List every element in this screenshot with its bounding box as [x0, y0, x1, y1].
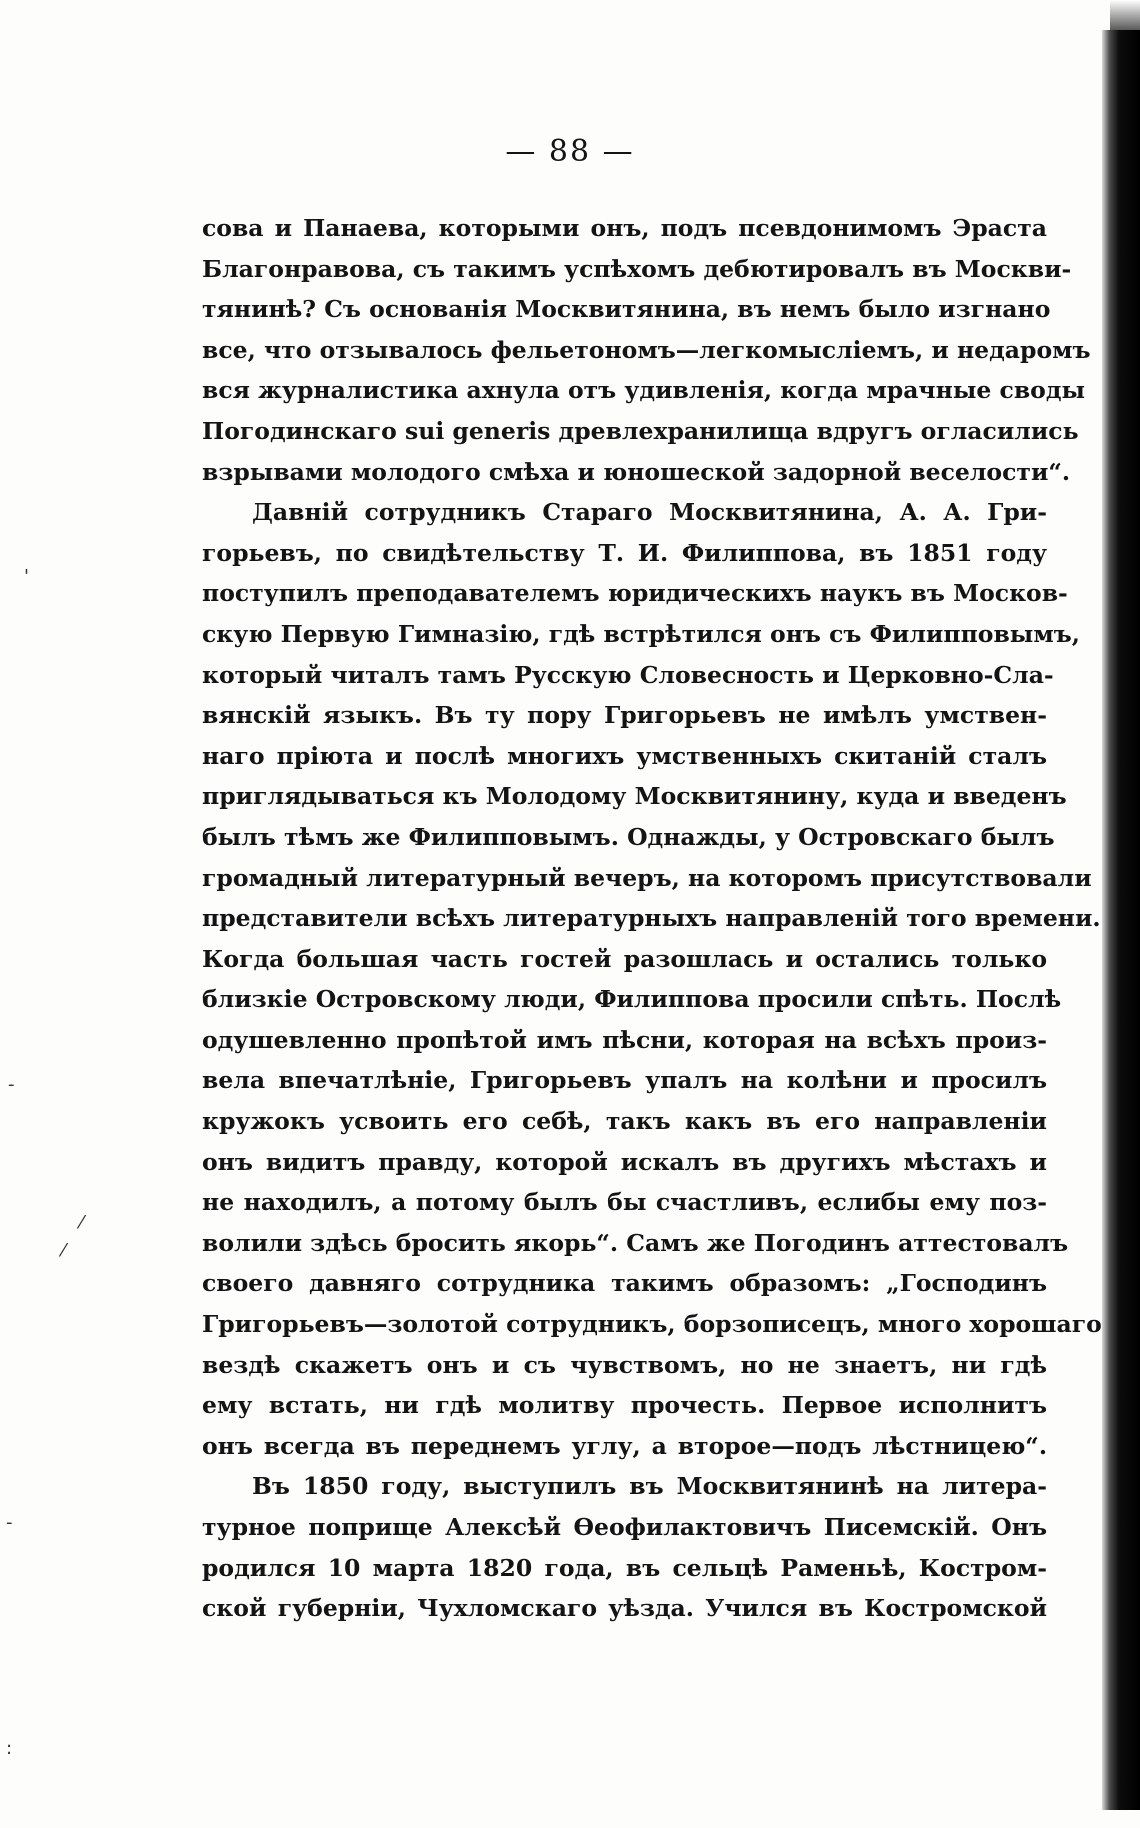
text-line: Благонравова, съ такимъ успѣхомъ дебютировалъ въ Москви- [202, 254, 1072, 283]
text-line: ему встать, ни гдѣ молитву прочесть. Первое исполнитъ [202, 1391, 1047, 1420]
page-number: — 88 — [505, 134, 635, 169]
text-line: Григорьевъ—золотой сотрудникъ, борзописецъ, много хорошаго [202, 1310, 1102, 1339]
text-line: Когда большая часть гостей разошлась и остались только [202, 944, 1047, 973]
text-line: кружокъ усвоить его себѣ, такъ какъ въ его направленіи [202, 1107, 1047, 1136]
text-line: наго пріюта и послѣ многихъ умственныхъ скитаній сталъ [202, 741, 1047, 770]
text-line: турное поприще Алексѣй Ѳеофилактовичъ Писемскій. Онъ [202, 1513, 1047, 1541]
text-line: ской губерніи, Чухломскаго уѣзда. Учился въ Костромской [202, 1594, 1047, 1623]
text-line: сова и Панаева, которыми онъ, подъ псевдонимомъ Эраста [202, 214, 1047, 242]
text-line: одушевленно пропѣтой имъ пѣсни, которая на всѣхъ произ- [202, 1025, 1047, 1054]
text-line: онъ видитъ правду, которой искалъ въ другихъ мѣстахъ и [202, 1147, 1047, 1176]
text-line: волили здѣсь бросить якорь“. Самъ же Погодинъ аттестовалъ [202, 1228, 1069, 1257]
text-line: былъ тѣмъ же Филипповымъ. Однажды, у Островскаго былъ [202, 822, 1055, 851]
text-line: который читалъ тамъ Русскую Словесность и Церковно-Сла- [202, 660, 1054, 689]
margin-mark: - [8, 1074, 15, 1095]
text-line: представители всѣхъ литературныхъ направленій того времени. [202, 904, 1101, 933]
text-line: скую Первую Гимназію, гдѣ встрѣтился онъ съ Филипповымъ, [202, 619, 1080, 648]
text-line: приглядываться къ Молодому Москвитянину, куда и введенъ [202, 782, 1067, 811]
text-line: вянскій языкъ. Въ ту пору Григорьевъ не имѣлъ умствен- [202, 701, 1047, 730]
text-line: не находилъ, а потому былъ бы счастливъ, еслибы ему поз- [202, 1188, 1047, 1217]
text-line: горьевъ, по свидѣтельству Т. И. Филиппова, въ 1851 году [202, 538, 1047, 567]
text-line: взрывами молодого смѣха и юношеской задорной веселости“. [202, 457, 1071, 486]
text-line: онъ всегда въ переднемъ углу, а второе—подъ лѣстницею“. [202, 1431, 1047, 1460]
margin-mark: : [6, 1738, 13, 1759]
text-line: вела впечатлѣніе, Григорьевъ упалъ на колѣни и просилъ [202, 1066, 1047, 1095]
page-edge-shadow [1102, 30, 1140, 1810]
text-line: все, что отзывалось фельетономъ—легкомысліемъ, и недаромъ [202, 335, 1091, 364]
margin-mark: ' [24, 566, 29, 587]
text-line: тянинѣ? Съ основанія Москвитянина, въ немъ было изгнано [202, 295, 1051, 324]
margin-mark: ⁄ [62, 1240, 66, 1261]
text-line: своего давняго сотрудника такимъ образомъ: „Господинъ [202, 1269, 1047, 1298]
margin-mark: ⁄ [80, 1212, 84, 1233]
text-line: Погодинскаго sui generis древлехранилища вдругъ огласились [202, 416, 1079, 445]
text-line: вся журналистика ахнула отъ удивленія, когда мрачные своды [202, 376, 1086, 405]
text-line: Въ 1850 году, выступилъ въ Москвитянинѣ на литера- [252, 1472, 1047, 1501]
margin-mark: - [6, 1512, 13, 1533]
text-line: вездѣ скажетъ онъ и съ чувствомъ, но не знаетъ, ни гдѣ [202, 1350, 1047, 1379]
text-line: Давній сотрудникъ Стараго Москвитянина, А. А. Гри- [252, 498, 1047, 527]
text-line: громадный литературный вечеръ, на которомъ присутствовали [202, 863, 1092, 892]
text-line: поступилъ преподавателемъ юридическихъ наукъ въ Москов- [202, 579, 1068, 608]
text-line: родился 10 марта 1820 года, въ сельцѣ Раменьѣ, Костром- [202, 1553, 1047, 1582]
text-line: близкіе Островскому люди, Филиппова просили спѣть. Послѣ [202, 985, 1062, 1014]
body-text [202, 208, 1102, 1629]
